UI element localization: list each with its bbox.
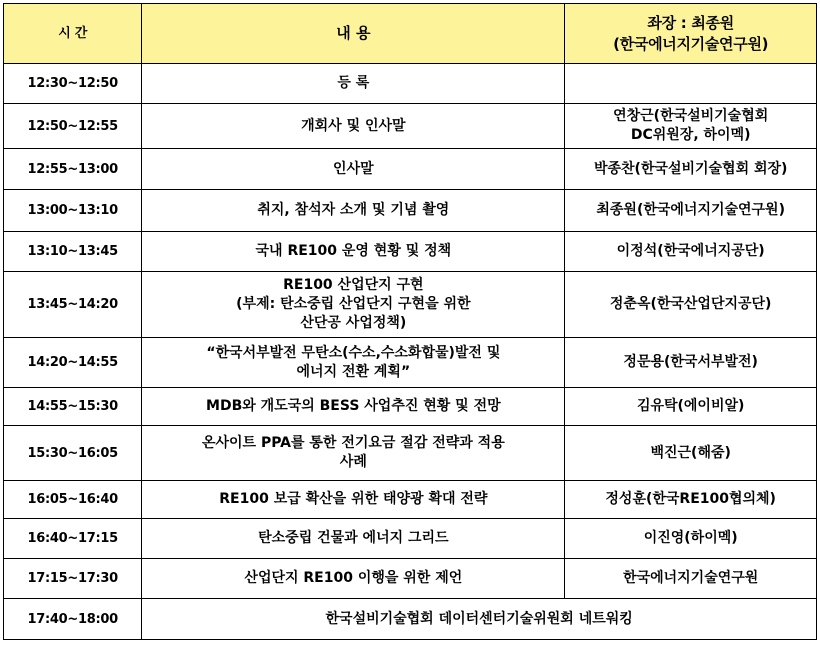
row-content: 온사이트 PPA를 통한 전기요금 절감 전략과 적용 사례 <box>142 426 565 481</box>
table-row <box>4 388 817 426</box>
table-row <box>4 272 817 338</box>
row-content: 인사말 <box>142 149 565 190</box>
row-time: 16:40~17:15 <box>4 519 142 559</box>
row-speaker: 연창근(한국설비기술협회 DC위원장, 하이멕) <box>565 104 817 149</box>
row-time: 17:15~17:30 <box>4 559 142 599</box>
row-speaker: 이진영(하이멕) <box>565 519 817 559</box>
row-time: 12:50~12:55 <box>4 104 142 149</box>
row-time: 12:55~13:00 <box>4 149 142 190</box>
table-row <box>4 232 817 272</box>
row-speaker: 백진근(해줌) <box>565 426 817 481</box>
row-content: RE100 보급 확산을 위한 태양광 확대 전략 <box>142 481 565 519</box>
row-speaker: 최종원(한국에너지기술연구원) <box>565 190 817 232</box>
row-speaker <box>565 64 817 104</box>
table-row <box>4 64 817 104</box>
row-time: 13:10~13:45 <box>4 232 142 272</box>
header-row <box>4 4 817 64</box>
row-time: 13:00~13:10 <box>4 190 142 232</box>
row-content: 개회사 및 인사말 <box>142 104 565 149</box>
table-row <box>4 426 817 481</box>
row-time: 15:30~16:05 <box>4 426 142 481</box>
row-time: 12:30~12:50 <box>4 64 142 104</box>
row-content: 국내 RE100 운영 현황 및 정책 <box>142 232 565 272</box>
row-content-networking: 한국설비기술협회 데이터센터기술위원회 네트워킹 <box>142 599 817 640</box>
row-content: “한국서부발전 무탄소(수소,수소화합물)발전 및 에너지 전환 계획” <box>142 338 565 388</box>
row-content: RE100 산업단지 구현 (부제: 탄소중립 산업단지 구현을 위한 산단공 사업정책) <box>142 272 565 338</box>
table-row <box>4 338 817 388</box>
table-row <box>4 559 817 599</box>
row-speaker: 한국에너지기술연구원 <box>565 559 817 599</box>
table-row <box>4 519 817 559</box>
row-time: 14:20~14:55 <box>4 338 142 388</box>
row-time: 13:45~14:20 <box>4 272 142 338</box>
table-row <box>4 481 817 519</box>
row-speaker: 박종찬(한국설비기술협회 회장) <box>565 149 817 190</box>
header-chair: 좌장 : 최종원 (한국에너지기술연구원) <box>565 4 817 64</box>
header-content: 내 용 <box>142 4 565 64</box>
row-content: 산업단지 RE100 이행을 위한 제언 <box>142 559 565 599</box>
row-content: 등 록 <box>142 64 565 104</box>
table-row <box>4 104 817 149</box>
row-content: MDB와 개도국의 BESS 사업추진 현황 및 전망 <box>142 388 565 426</box>
schedule-table <box>3 3 817 640</box>
row-content: 탄소중립 건물과 에너지 그리드 <box>142 519 565 559</box>
table-row <box>4 190 817 232</box>
row-speaker: 김유탁(에이비알) <box>565 388 817 426</box>
row-speaker: 정춘옥(한국산업단지공단) <box>565 272 817 338</box>
row-speaker: 정성훈(한국RE100협의체) <box>565 481 817 519</box>
header-time: 시 간 <box>4 4 142 64</box>
row-time: 17:40~18:00 <box>4 599 142 640</box>
table-row <box>4 599 817 640</box>
table-row <box>4 149 817 190</box>
row-speaker: 이정석(한국에너지공단) <box>565 232 817 272</box>
row-time: 16:05~16:40 <box>4 481 142 519</box>
row-time: 14:55~15:30 <box>4 388 142 426</box>
row-content: 취지, 참석자 소개 및 기념 촬영 <box>142 190 565 232</box>
row-speaker: 정문용(한국서부발전) <box>565 338 817 388</box>
